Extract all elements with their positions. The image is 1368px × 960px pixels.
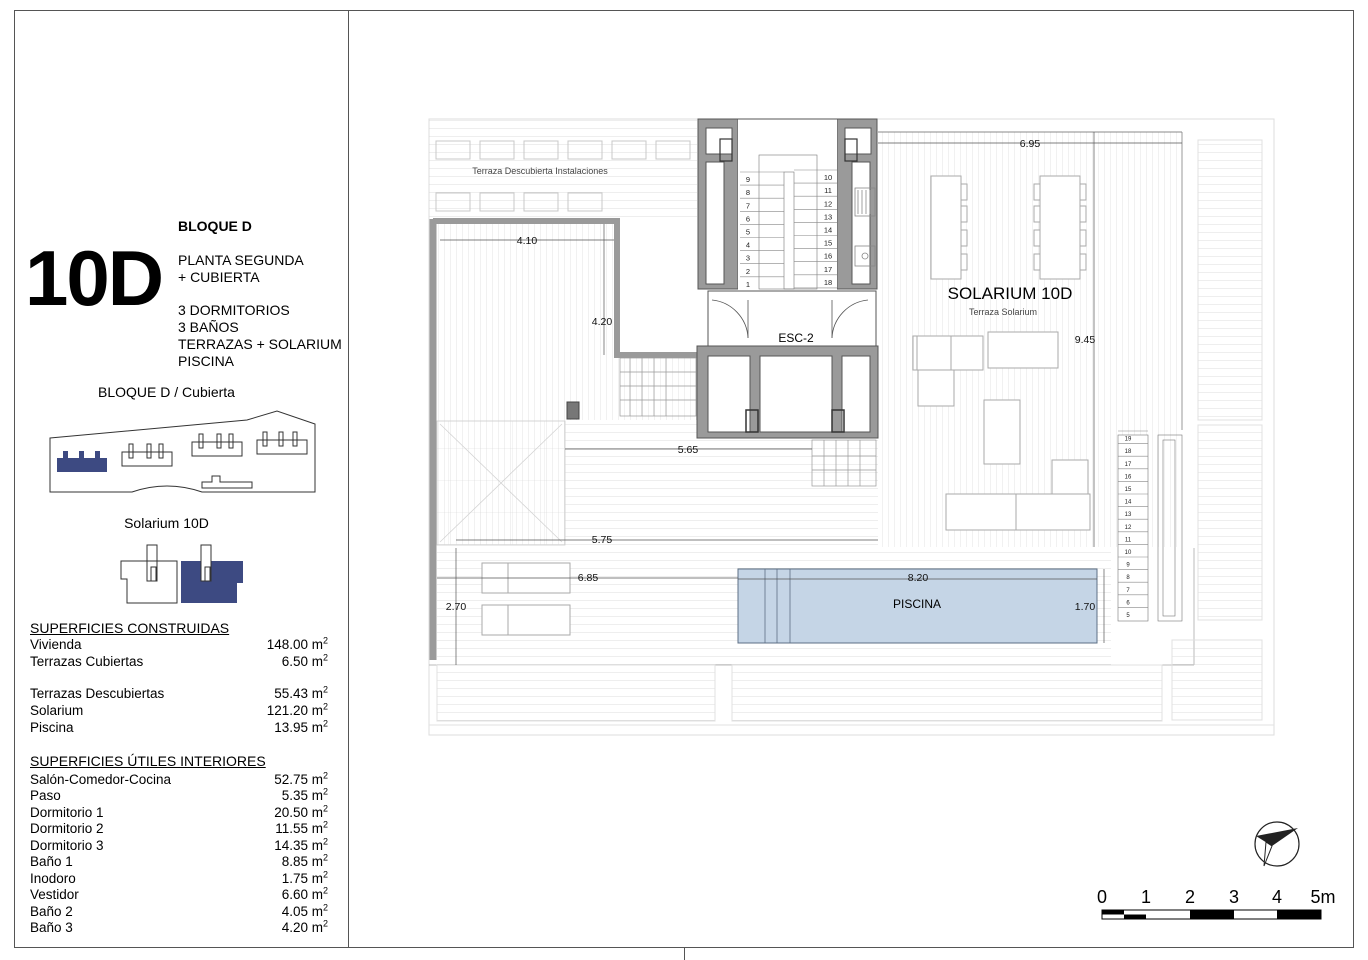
desc-line: 3 DORMITORIOS [178,302,290,318]
area-value: 6.50 $m^2$ [281,652,328,669]
dim-label: 8.20 [907,572,929,584]
stair-step-number: 6 [1126,600,1130,607]
area-value: 52.75 $m^2$ [274,770,328,787]
stair-step-number: 10 [1124,550,1132,556]
scale-label: 4 [1271,887,1283,907]
area-label: Dormitorio 1 [30,805,104,820]
dim-label: 5.65 [677,444,699,456]
area-label: Inodoro [30,871,76,886]
area-label: Dormitorio 2 [30,821,104,836]
stair-step-number: 16 [823,251,833,261]
stair-step-number: 17 [1124,461,1132,468]
area-label: Baño 3 [30,920,73,935]
area-label: Piscina [30,720,74,735]
area-value: 4.05 $m^2$ [281,902,328,919]
north-arrow-icon [1255,822,1299,866]
dim-label: 4.20 [591,316,613,328]
stair-step-number: 13 [1124,512,1132,519]
stair-step-number: 14 [823,225,833,235]
area-label: Baño 2 [30,904,73,919]
stair-step-number: 7 [745,201,751,211]
scale-label: 3 [1228,887,1240,907]
area-label: Paso [30,788,61,803]
area-label: Dormitorio 3 [30,838,104,853]
stair-step-number: 8 [1126,575,1130,582]
area-label: Solarium [30,703,84,718]
stair-step-number: 11 [1124,537,1132,544]
dim-label: 4.10 [516,235,538,247]
stair-step-number: 12 [823,199,833,209]
dim-label: 9.45 [1074,334,1096,346]
area-value: 4.20 $m^2$ [281,918,328,935]
unit-code: 10D [25,234,163,322]
esc-label: ESC-2 [778,331,814,345]
dim-label: 6.85 [577,572,599,584]
utiles-title: SUPERFICIES ÚTILES INTERIORES [30,753,266,769]
scale-label: 2 [1184,887,1196,907]
scale-label: 5m [1310,887,1336,907]
area-label: Vivienda [30,637,82,652]
desc-line: TERRAZAS + SOLARIUM [178,336,342,352]
terraza-instalaciones-label: Terraza Descubierta Instalaciones [472,166,608,176]
stair-step-number: 1 [745,279,751,289]
stair-step-number: 14 [1124,499,1132,506]
dim-label: 2.70 [445,601,467,613]
key-plan-title: BLOQUE D / Cubierta [98,384,235,400]
stair-step-number: 8 [745,188,751,198]
dim-label: 1.70 [1074,601,1096,613]
stair-step-number: 2 [745,266,751,276]
area-value: 5.35 $m^2$ [281,786,328,803]
solarium-key-title: Solarium 10D [124,515,209,531]
stair-step-number: 18 [1124,449,1132,456]
area-label: Vestidor [30,887,79,902]
stair-step-number: 5 [745,227,751,237]
stair-step-number: 3 [745,253,751,263]
stair-step-number: 5 [1126,613,1130,619]
stair-step-number: 10 [823,173,833,183]
stair-step-number: 13 [823,212,833,222]
dim-label: 5.75 [591,534,613,546]
area-value: 14.35 $m^2$ [274,836,328,853]
area-value: 1.75 $m^2$ [281,869,328,886]
area-value: 20.50 $m^2$ [274,803,328,820]
desc-line: PLANTA SEGUNDA [178,252,304,268]
area-value: 148.00 $m^2$ [266,635,328,652]
stair-step-number: 9 [745,175,751,185]
area-label: Baño 1 [30,854,73,869]
stair-step-number: 4 [745,240,751,250]
area-value: 55.43 $m^2$ [274,684,328,701]
scale-label: 1 [1140,887,1152,907]
stair-step-number: 17 [823,264,833,274]
area-value: 6.60 $m^2$ [281,885,328,902]
scale-bar [1097,887,1336,919]
terraza-solarium-label: Terraza Solarium [968,307,1038,317]
stair-step-number: 11 [824,186,832,196]
stair-step-number: 16 [1124,474,1132,481]
stair-step-number: 12 [1124,524,1132,531]
area-value: 8.85 $m^2$ [281,852,328,869]
column [567,402,579,419]
desc-line: + CUBIERTA [178,269,260,285]
area-label: Terrazas Cubiertas [30,654,144,669]
pool-label: PISCINA [892,597,942,611]
stair-step-number: 19 [1124,436,1132,443]
stair-step-number: 6 [745,214,751,224]
stair-step-number: 15 [823,238,833,248]
dim-label: 6.95 [1019,138,1041,150]
area-label: Terrazas Descubiertas [30,686,165,701]
area-value: 121.20 $m^2$ [266,701,328,718]
construidas-title: SUPERFICIES CONSTRUIDAS [30,620,230,636]
desc-line: 3 BAÑOS [178,319,239,335]
stair-step-number: 18 [823,277,833,287]
bloque-label: BLOQUE D [178,218,252,234]
area-value: 11.55 $m^2$ [275,819,328,836]
stair-step-number: 9 [1126,562,1130,569]
stair-step-number: 7 [1126,587,1130,594]
area-value: 13.95 $m^2$ [274,718,328,735]
solarium-title: SOLARIUM 10D [947,284,1073,303]
stair-step-number: 15 [1124,487,1132,493]
area-label: Salón-Comedor-Cocina [30,772,172,787]
desc-line: PISCINA [178,353,235,369]
scale-label: 0 [1096,887,1108,907]
